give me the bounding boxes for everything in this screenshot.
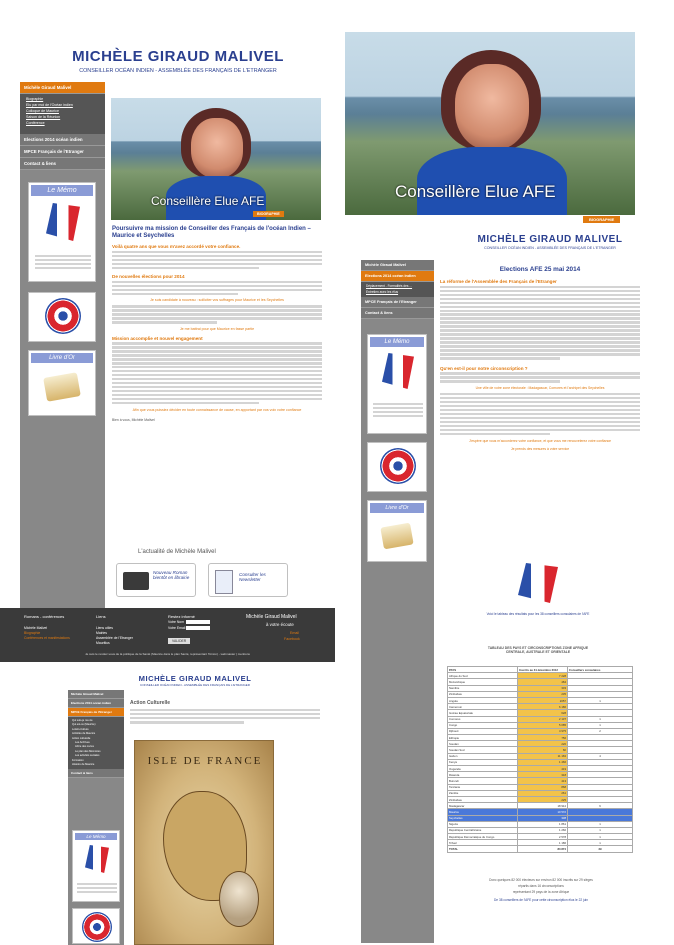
- table-cell: Ouganda: [448, 766, 518, 772]
- site-subtitle: CONSEILLER OCÉAN INDIEN - ASSEMBLÉE DES FRANÇAIS DE L'ETRANGER: [140, 683, 250, 687]
- table-cell: République Démocratique du Congo: [448, 834, 518, 840]
- main-content: [130, 700, 320, 725]
- table-cell: 1: [568, 827, 633, 833]
- table-cell: 6: [568, 803, 633, 809]
- guestbook-box[interactable]: [28, 350, 96, 416]
- subnav-item[interactable]: Arbre des Livres: [75, 745, 94, 749]
- screenshot-elections: [343, 30, 668, 945]
- sidebar: [20, 82, 105, 629]
- orange-callout: Afin que vous puissiez décider en toute connaissance de cause, en apportant par vos voix votre confiance: [132, 408, 302, 413]
- book-icon: [43, 372, 81, 402]
- main-content: [440, 266, 640, 454]
- subnav-item[interactable]: Loisirs-Culture: [72, 727, 89, 731]
- site-title: MICHÈLE GIRAUD MALIVEL: [72, 48, 284, 65]
- subnav-item[interactable]: Qui est-ce (Maurice): [72, 723, 96, 727]
- memo-label: Le Mémo: [31, 185, 93, 196]
- sidebar: [361, 260, 434, 943]
- news-card-roman[interactable]: [116, 563, 196, 597]
- footer-email-link[interactable]: Email: [290, 631, 299, 635]
- lead-text: Voilà quatre ans que vous m'avez accordé votre confiance.: [112, 244, 241, 249]
- table-cell: 756: [518, 735, 568, 741]
- table-cell: 6 186: [518, 704, 568, 710]
- hero-photo: [345, 32, 635, 215]
- nav-item-mpce[interactable]: MPCE Français de l'Etranger: [68, 708, 124, 717]
- table-cell: 1 861: [518, 821, 568, 827]
- subnav-item[interactable]: Saison de la Réunion: [26, 115, 61, 119]
- subnav-item[interactable]: Activités de Maurice: [72, 732, 96, 736]
- table-cell: 2057: [518, 697, 568, 703]
- laptop-icon: [123, 572, 149, 590]
- subnav-item[interactable]: Histoire de Maurice: [72, 763, 95, 767]
- nav-item-home[interactable]: Michèle Giraud Malivel: [361, 260, 434, 271]
- nav-item-mpce[interactable]: MPCE Français de l'Etranger: [20, 146, 105, 158]
- footer-facebook-link[interactable]: Facebook: [284, 637, 300, 641]
- table-header: Inscrits au 31 décembre 2012: [518, 667, 568, 673]
- table-cell: 220: [518, 741, 568, 747]
- name-label: Votre Nom: [168, 620, 185, 624]
- site-subtitle: CONSEILLER OCÉAN INDIEN - ASSEMBLÉE DES FRANÇAIS DE L'ETRANGER: [484, 246, 616, 250]
- email-label: Votre Email: [168, 626, 186, 630]
- subnav: [68, 717, 124, 769]
- table-cell: Congo: [448, 722, 518, 728]
- table-cell: 83 874: [518, 846, 568, 852]
- news-card-text: Consulter les Newsletter: [239, 572, 266, 582]
- main-content: [112, 226, 322, 422]
- table-cell: 484: [518, 679, 568, 685]
- nav-item-elections[interactable]: Elections 2014 océan indien: [68, 699, 124, 708]
- table-cell: Soudan: [448, 741, 518, 747]
- screenshot-culture: [60, 668, 330, 945]
- page-heading: Elections AFE 25 mai 2014: [499, 266, 581, 273]
- table-cell: Kenya: [448, 759, 518, 765]
- guestbook-box[interactable]: [367, 500, 427, 562]
- orange-callout: J'espère que vous m'accorderez votre confiance, et que vous me renouvelerez votre confiance: [468, 438, 612, 443]
- table-cell: 18 914: [518, 803, 568, 809]
- table-cell: Rwanda: [448, 772, 518, 778]
- flag-image: [382, 353, 414, 389]
- table-title: TABLEAU DES PAYS ET CIRCONSCRIPTIONS ZONE AFRIQUE CENTRALE, AUSTRALE ET ORIENTALE: [487, 646, 589, 654]
- footer-col-title: Romans - conférences: [24, 614, 65, 619]
- subnav-item[interactable]: Action culturelle: [72, 736, 91, 740]
- table-cell: 2: [568, 728, 633, 734]
- table-cell: 5 085: [518, 722, 568, 728]
- memo-label: Le Mémo: [370, 337, 424, 347]
- subnav-item[interactable]: Elu par moi de l'Océan indien: [26, 103, 73, 107]
- table-cell: Zambie: [448, 790, 518, 796]
- table-cell: 7 228: [518, 673, 568, 679]
- table-cell: 1: [568, 722, 633, 728]
- footer-link[interactable]: Mairies: [96, 631, 107, 635]
- nav-item-mpce[interactable]: MPCE Français de l'Etranger: [361, 297, 434, 308]
- subnav-item[interactable]: Biographie: [26, 97, 44, 101]
- table-cell: 225: [518, 796, 568, 802]
- table-cell: 1: [568, 834, 633, 840]
- table-cell: 4: [568, 753, 633, 759]
- orange-callout: Je me battrai pour que Maurice en fasse partie: [179, 326, 255, 331]
- table-cell: Soudan Sud: [448, 747, 518, 753]
- nav-item-home[interactable]: Michèle Giraud Malivel: [20, 82, 105, 94]
- subnav-item[interactable]: Formation: [72, 758, 84, 762]
- table-cell: 413: [518, 778, 568, 784]
- hero-photo: [111, 98, 321, 220]
- section-heading: Mission accomplie et nouvel engagement: [112, 335, 203, 341]
- hero-caption: Conseillère Elue AFE: [151, 194, 265, 208]
- subnav: [20, 94, 105, 134]
- news-title: L'actualité de Michèle Malivel: [138, 549, 216, 555]
- subnav-item[interactable]: Conférence: [26, 121, 45, 125]
- hero-caption: Conseillère Elue AFE: [395, 182, 556, 201]
- section-heading: Qu'en est-il pour notre circonscription ?: [440, 365, 528, 371]
- table-cell: Angola: [448, 697, 518, 703]
- table-cell: 338: [518, 815, 568, 821]
- table-cell: Namibie: [448, 685, 518, 691]
- footnote: représentant 29 pays de la zone Afrique: [512, 890, 570, 894]
- table-cell: Mozambique: [448, 679, 518, 685]
- document-icon: [215, 570, 233, 594]
- orange-callout: Je suis candidate à nouveau : solliciter vos suffrages pour Maurice et les Seychelles: [150, 298, 284, 303]
- site-title: MICHÈLE GIRAUD MALIVEL: [477, 234, 623, 245]
- guestbook-label: Livre d'Or: [370, 503, 424, 513]
- medal-box: [367, 442, 427, 492]
- footnote: répartis dans 16 circonscriptions: [518, 884, 564, 888]
- subscribe-button[interactable]: VALIDER: [168, 638, 190, 644]
- footer-link[interactable]: Liens utiles: [96, 626, 113, 630]
- subnav-item[interactable]: Déplacement - Formalités des ...: [366, 284, 413, 288]
- table-cell: 868: [518, 784, 568, 790]
- table-cell: Cameroun: [448, 704, 518, 710]
- table-cell: Djibouti: [448, 728, 518, 734]
- memo-box[interactable]: [72, 830, 120, 902]
- footer-link[interactable]: Assemblée de l'Etranger: [96, 636, 133, 640]
- footer: [0, 608, 335, 662]
- table-cell: Burundi: [448, 778, 518, 784]
- table-cell: 1: [568, 821, 633, 827]
- orange-callout: Je prends des mesures à votre service: [510, 446, 570, 451]
- page-heading: Action Culturelle: [130, 700, 171, 706]
- medal-box: [72, 908, 120, 944]
- section-heading: La réforme de l'Assemblée des Français de l'Etranger: [440, 279, 557, 284]
- footer-listen: à votre écoute: [266, 622, 294, 627]
- subnav-item[interactable]: Entretien avec les élus: [366, 289, 399, 294]
- medal-icon: [380, 448, 416, 484]
- footer-col-title: Liens: [96, 614, 106, 619]
- news-card-text: Nouveau Roman bientôt en librairie: [153, 570, 190, 580]
- table-cell: 2 137: [518, 716, 568, 722]
- table-cell: 303: [518, 685, 568, 691]
- subnav-item[interactable]: Qui suis-je ma vie: [72, 719, 93, 722]
- site-title: MICHÈLE GIRAUD MALIVEL: [138, 674, 252, 683]
- subnav-item[interactable]: Le plan des Mémoires: [75, 749, 101, 753]
- footer-col-title: Michèle Giraud Malivel: [246, 614, 297, 620]
- footer-col-title: Restez informé: [168, 614, 195, 619]
- table-cell: 1: [568, 697, 633, 703]
- table-cell: Tchad: [448, 840, 518, 846]
- sidebar: [68, 690, 124, 945]
- flag-image: [46, 203, 80, 241]
- table-cell: 419: [518, 766, 568, 772]
- flag-image: [518, 563, 558, 603]
- table-cell: TOTAL: [448, 846, 518, 852]
- footer-link[interactable]: Michèle Malivel: [24, 626, 48, 630]
- footnote: De 38 conseillers de l'AFE pour cette circonscription élus le 22 juin: [494, 898, 588, 902]
- table-cell: 4 975: [518, 728, 568, 734]
- table-cell: République Centrafricaine: [448, 827, 518, 833]
- table-cell: Gabon: [448, 753, 518, 759]
- subnav-item[interactable]: Les activités sociales: [75, 754, 100, 758]
- table-cell: 318: [518, 772, 568, 778]
- memo-box[interactable]: [28, 182, 96, 282]
- footer-bottom-bar: Je suis le rendez-vous de la politique de la Santé (Maurice dans le plan Santé, représentant l'Union) - webmaster | mentions: [85, 652, 250, 656]
- table-cell: 261: [518, 790, 568, 796]
- table-row: [448, 846, 633, 852]
- table-cell: Comores: [448, 716, 518, 722]
- medal-box: [28, 292, 96, 342]
- subnav-item[interactable]: Colloque de Maurice: [26, 109, 59, 113]
- table-cell: 1 466: [518, 759, 568, 765]
- flag-image: [85, 845, 109, 873]
- page-heading: Poursuivre ma mission de Conseiller des Français de l'océan Indien – Maurice et Seychelles: [112, 226, 311, 239]
- table-cell: Tanzanie: [448, 784, 518, 790]
- call-text: Voici le tableau des résultats pour les 38 conseillers consulaires de l'AFE: [486, 612, 590, 616]
- bio-tag[interactable]: BIOGRAPHIE: [253, 211, 284, 217]
- table-cell: 29: [568, 846, 633, 852]
- table-cell: 1: [568, 716, 633, 722]
- guestbook-label: Livre d'Or: [31, 353, 93, 363]
- footnote: Donc quelques 82 000 électeurs sur environ 82 000 inscrits sur 29 sièges: [489, 878, 593, 882]
- old-map: [134, 740, 274, 945]
- table-header: Conseillers consulaires: [568, 667, 633, 673]
- screenshot-home: [8, 30, 333, 650]
- table-cell: 60: [518, 747, 568, 753]
- table-cell: 2 578: [518, 834, 568, 840]
- orange-callout: Une ville de votre zone électorale : Madagascar, Comores et l'archipel des Seychelles: [475, 385, 605, 390]
- table-cell: Ethiopie: [448, 735, 518, 741]
- footer-link[interactable]: Mauritius: [96, 641, 110, 645]
- results-table: [447, 666, 633, 853]
- medal-icon: [45, 298, 81, 334]
- news-card-newsletter[interactable]: [208, 563, 288, 597]
- nav-item-contact[interactable]: Contact & liens: [361, 308, 434, 319]
- table-cell: Maurice: [448, 809, 518, 815]
- table-cell: 1 260: [518, 827, 568, 833]
- site-subtitle: CONSEILLER OCÉAN INDIEN - ASSEMBLÉE DES FRANÇAIS DE L'ETRANGER: [79, 68, 277, 74]
- email-input[interactable]: [186, 626, 210, 630]
- table-cell: Zimbabwe: [448, 691, 518, 697]
- section-heading: De nouvelles élections pour 2014: [112, 274, 185, 280]
- nav-item-home[interactable]: Michèle Giraud Malivel: [68, 690, 124, 699]
- footer-link[interactable]: Biographie: [24, 631, 41, 635]
- medal-icon: [82, 912, 112, 942]
- subnav-item[interactable]: Les Archives: [75, 741, 90, 745]
- nav-item-elections[interactable]: Elections 2014 océan indien: [20, 134, 105, 146]
- table-cell: 628: [518, 710, 568, 716]
- bio-tag[interactable]: BIOGRAPHIE: [583, 216, 620, 223]
- table-cell: Afrique du Sud: [448, 673, 518, 679]
- subnav: [361, 282, 434, 297]
- table-cell: 1: [568, 840, 633, 846]
- nav-item-contact[interactable]: Contact & liens: [20, 158, 105, 170]
- table-cell: 235: [518, 691, 568, 697]
- book-icon: [380, 523, 413, 550]
- map-title: ISLE DE FRANCE: [147, 755, 263, 767]
- table-cell: Madagascar: [448, 803, 518, 809]
- portrait: [219, 871, 259, 927]
- nav-item-elections[interactable]: Elections 2014 océan indien: [361, 271, 434, 282]
- table-cell: 11 163: [518, 753, 568, 759]
- signature: Bien à vous, Michèle Malivel: [112, 418, 155, 423]
- table-header: PAYS: [448, 667, 518, 673]
- nav-item-contact[interactable]: Contact & liens: [68, 769, 124, 778]
- table-cell: 1 186: [518, 840, 568, 846]
- memo-label: Le Mémo: [75, 833, 117, 840]
- table-cell: Seychelles: [448, 815, 518, 821]
- memo-box[interactable]: [367, 334, 427, 434]
- name-input[interactable]: [186, 620, 210, 624]
- footer-link[interactable]: Conférences et manifestations: [24, 636, 70, 640]
- table-cell: Nigeria: [448, 821, 518, 827]
- table-cell: Zimbabwe: [448, 796, 518, 802]
- table-cell: Guinée Equatoriale: [448, 710, 518, 716]
- table-cell: 10 572: [518, 809, 568, 815]
